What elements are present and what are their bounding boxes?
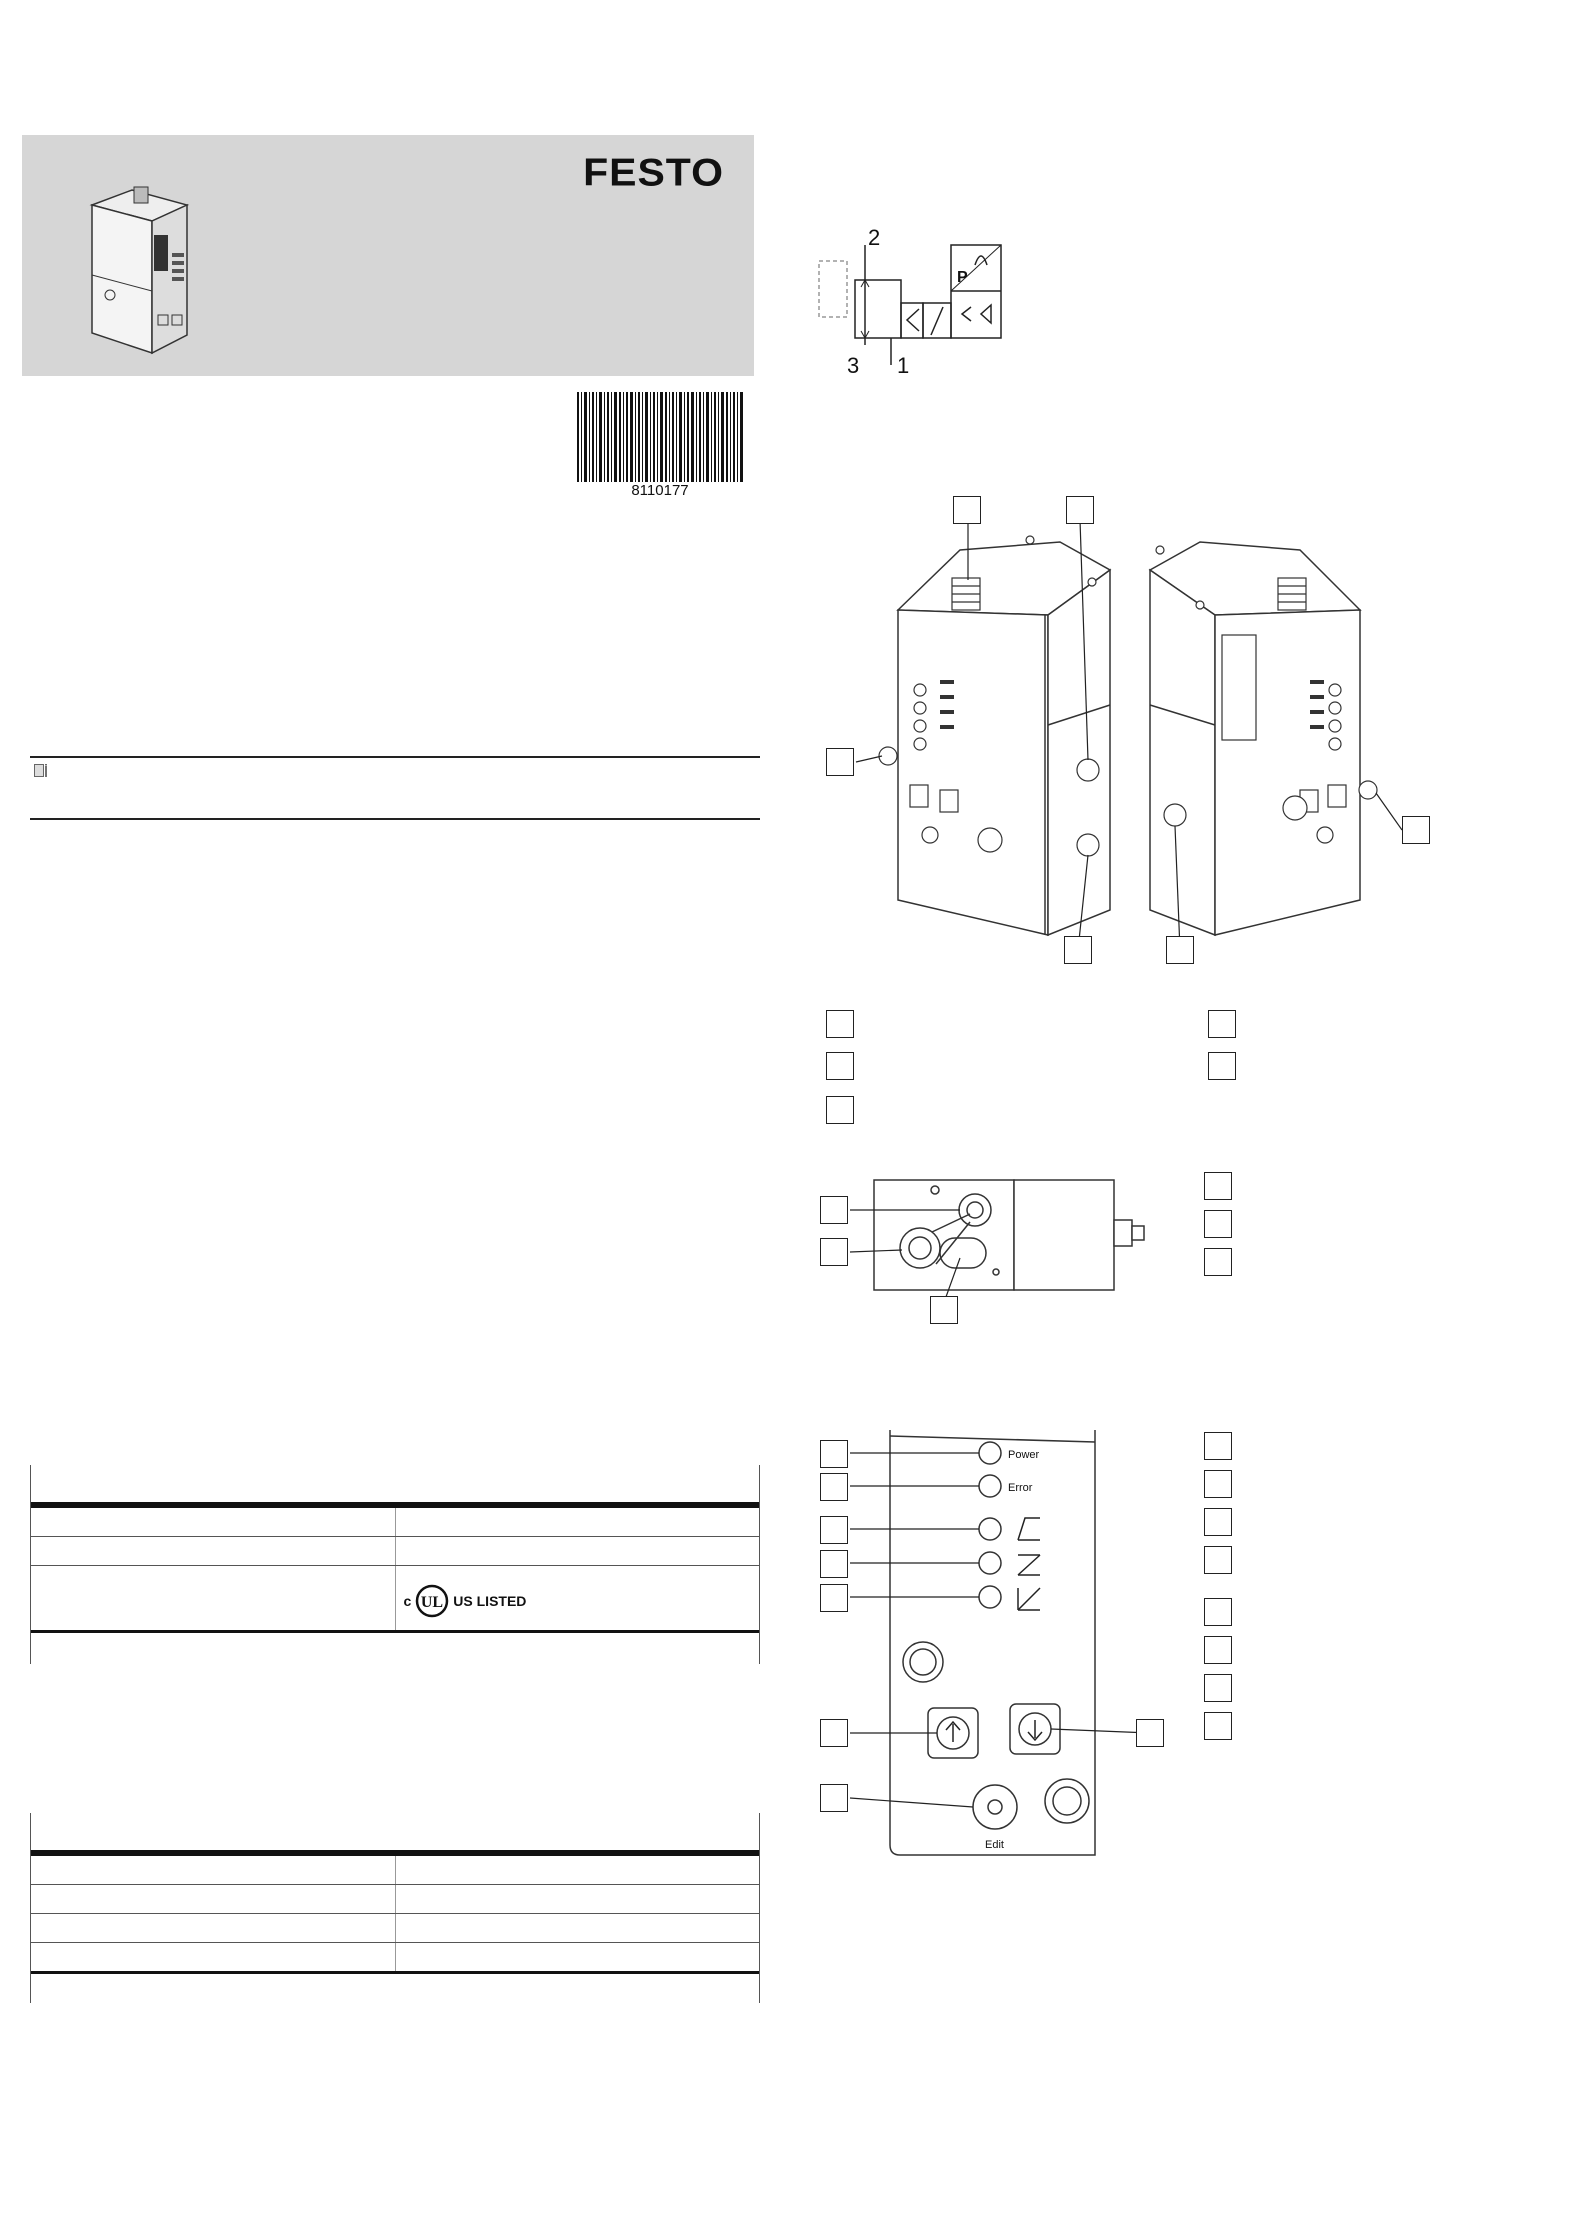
header-panel — [22, 135, 754, 376]
device-drawing — [820, 490, 1440, 970]
divider-top — [30, 756, 760, 758]
legend-box — [1204, 1470, 1232, 1498]
legend-box — [826, 1052, 854, 1080]
ul-circle-icon — [415, 1584, 449, 1618]
ul-text: UL — [421, 1594, 444, 1611]
data-table-right-border — [759, 1813, 761, 2003]
approvals-table-left-border — [30, 1465, 32, 1664]
info-book-icon — [34, 764, 50, 778]
legend-box — [1204, 1210, 1232, 1238]
barcode — [577, 392, 743, 482]
port-2-label: 2 — [868, 225, 881, 250]
callout-box — [820, 1584, 848, 1612]
legend-box — [1204, 1712, 1232, 1740]
callout-box — [1136, 1719, 1164, 1747]
callout-box — [820, 1719, 848, 1747]
callout-box — [820, 1473, 848, 1501]
port-1-label: 1 — [897, 353, 910, 378]
front-panel-drawing — [820, 1430, 1180, 1870]
callout-box — [826, 748, 854, 776]
ul-us-listed-label: US LISTED — [453, 1593, 527, 1609]
callout-box — [1402, 816, 1430, 844]
approvals-table — [30, 1465, 760, 1633]
legend-box — [826, 1096, 854, 1124]
callout-box — [820, 1238, 848, 1266]
callout-box — [820, 1784, 848, 1812]
legend-box — [1204, 1172, 1232, 1200]
edit-label: Edit — [985, 1839, 1004, 1851]
pneumatic-symbol — [815, 225, 1065, 385]
divider-bottom — [30, 818, 760, 820]
callout-box — [1064, 936, 1092, 964]
product-image — [72, 165, 222, 365]
festo-logo: FESTO — [583, 150, 724, 194]
bottom-view-drawing — [820, 1170, 1200, 1320]
data-table-left-border — [30, 1813, 32, 2003]
legend-box — [1204, 1674, 1232, 1702]
ul-c-label: c — [403, 1593, 412, 1609]
legend-box — [1204, 1598, 1232, 1626]
ul-listed-mark — [404, 1584, 761, 1618]
legend-box — [1208, 1010, 1236, 1038]
legend-box — [1204, 1546, 1232, 1574]
legend-box — [826, 1010, 854, 1038]
legend-box — [1204, 1508, 1232, 1536]
p-label: P — [957, 269, 968, 286]
data-table — [30, 1813, 760, 1974]
legend-box — [1208, 1052, 1236, 1080]
approvals-table-right-border — [759, 1465, 761, 1664]
power-label: Power — [1008, 1449, 1040, 1461]
callout-box — [953, 496, 981, 524]
legend-box — [1204, 1432, 1232, 1460]
callout-box — [820, 1550, 848, 1578]
port-3-label: 3 — [847, 353, 860, 378]
callout-box — [820, 1516, 848, 1544]
callout-box — [1066, 496, 1094, 524]
error-label: Error — [1008, 1482, 1033, 1494]
callout-box — [820, 1196, 848, 1224]
legend-box — [1204, 1636, 1232, 1664]
callout-box — [820, 1440, 848, 1468]
callout-box — [1166, 936, 1194, 964]
barcode-number: 8110177 — [631, 482, 689, 499]
callout-box — [930, 1296, 958, 1324]
legend-box — [1204, 1248, 1232, 1276]
